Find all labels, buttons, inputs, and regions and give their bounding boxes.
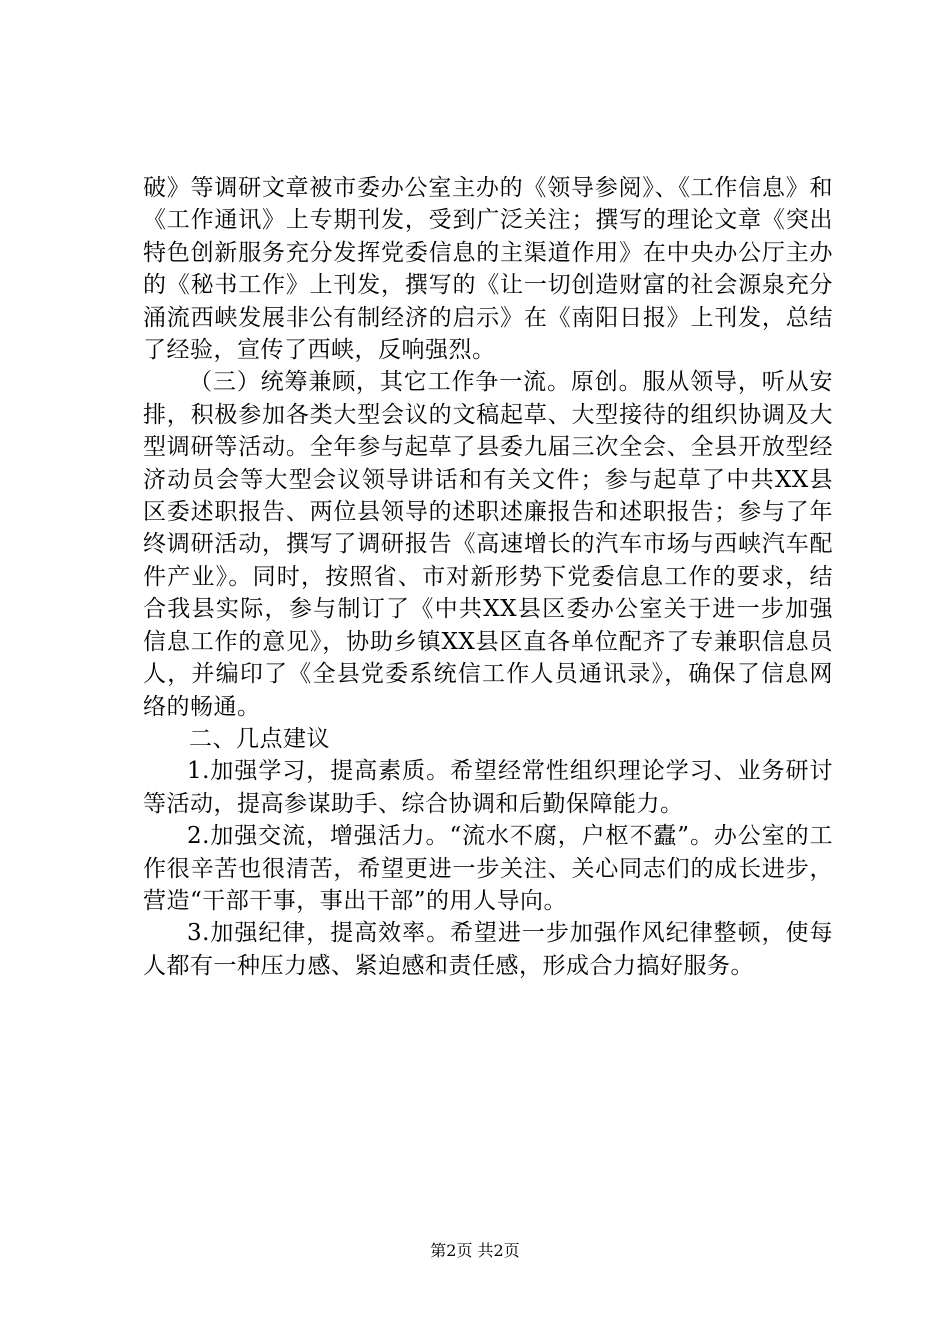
document-body bbox=[143, 172, 833, 982]
paragraph-section-3: （三）统筹兼顾，其它工作争一流。原创。服从领导，听从安排，积极参加各类大型会议的文稿起草、大型接待的组织协调及大型调研等活动。全年参与起草了县委九届三次全会、全县开放型经济动员会等大型会议领导讲话和有关文件；参与起草了中共XX县区委述职报告、两位县领导的述职述廉报告和述职报告；参与了年终调研活动，撰写了调研报告《高速增长的汽车市场与西峡汽车配件产业》。同时，按照省、市对新形势下党委信息工作的要求，结合我县实际，参与制订了《中共XX县区委办公室关于进一步加强信息工作的意见》，协助乡镇XX县区直各单位配齐了专兼职信息员人，并编印了《全县党委系统信工作人员通讯录》，确保了信息网络的畅通。 bbox=[143, 369, 833, 720]
suggestion-item-3: 3.加强纪律，提高效率。希望进一步加强作风纪律整顿，使每人都有一种压力感、紧迫感和责任感，形成合力搞好服务。 bbox=[143, 920, 833, 979]
suggestion-item-1: 1.加强学习，提高素质。希望经常性组织理论学习、业务研讨等活动，提高参谋助手、综合协调和后勤保障能力。 bbox=[143, 758, 833, 817]
paragraph-continuation: 破》等调研文章被市委办公室主办的《领导参阅》、《工作信息》和《工作通讯》上专期刊发，受到广泛关注；撰写的理论文章《突出特色创新服务充分发挥党委信息的主渠道作用》在中央办公厅主办的《秘书工作》上刊发，撰写的《让一切创造财富的社会源泉充分涌流西峡发展非公有制经济的启示》在《南阳日报》上刊发，总结了经验，宣传了西峡，反响强烈。 bbox=[143, 175, 833, 364]
page-footer bbox=[0, 1240, 950, 1262]
section-heading-suggestions: 二、几点建议 bbox=[189, 725, 330, 752]
suggestion-item-2: 2.加强交流，增强活力。“流水不腐，户枢不蠹”。办公室的工作很辛苦也很清苦，希望更进一步关注、关心同志们的成长进步，营造“干部干事，事出干部”的用人导向。 bbox=[143, 823, 833, 914]
page-number-label: 第2页 共2页 bbox=[430, 1241, 520, 1260]
